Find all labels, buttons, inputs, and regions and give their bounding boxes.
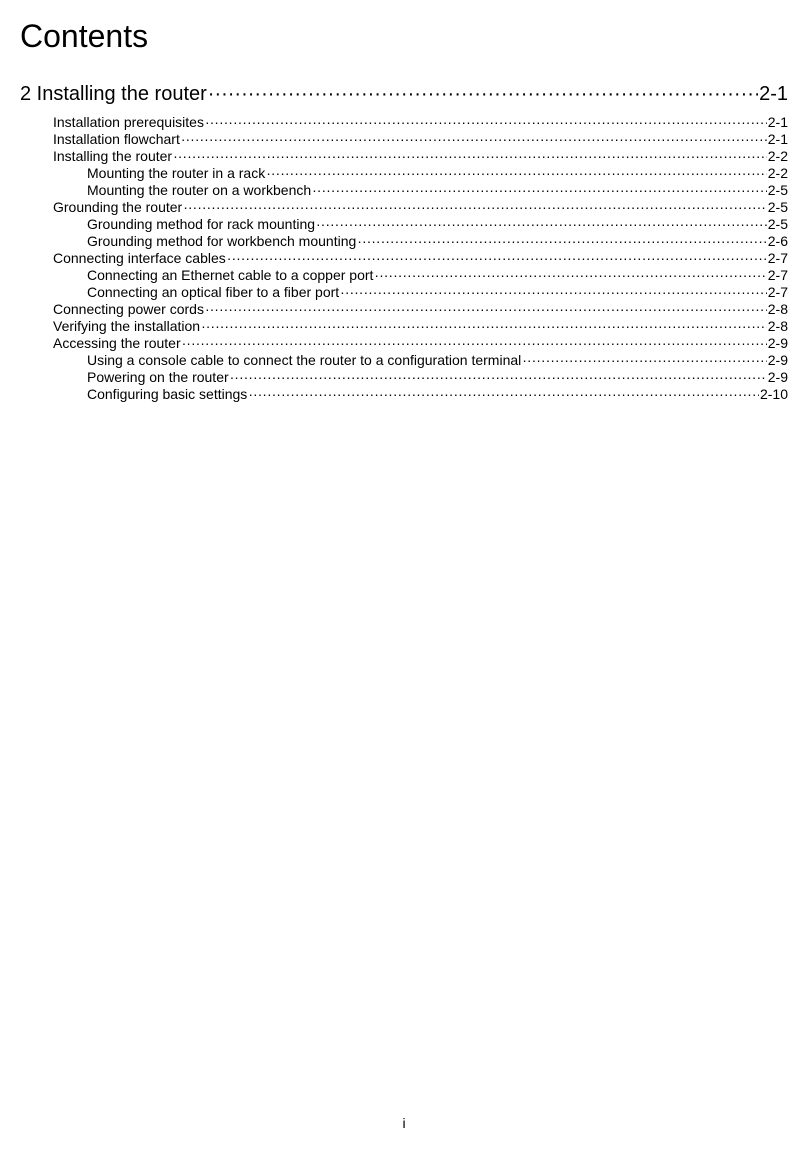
toc-entry-page: 2-7 <box>767 267 788 283</box>
table-of-contents <box>0 80 808 403</box>
toc-entry-page: 2-9 <box>767 369 788 385</box>
toc-entry-page: 2-1 <box>767 114 788 130</box>
toc-entry-page: 2-5 <box>767 199 788 215</box>
toc-dot-leader <box>201 318 767 335</box>
toc-dot-leader <box>182 335 767 352</box>
toc-entry-page: 2-2 <box>767 165 788 181</box>
toc-entry-grounding-the-router[interactable] <box>0 199 808 216</box>
toc-dot-leader <box>374 267 766 284</box>
toc-entry-page: 2-7 <box>767 284 788 300</box>
toc-entry-title: Configuring basic settings <box>87 386 248 402</box>
toc-entry-title: Grounding the router <box>53 199 183 215</box>
toc-entry-accessing-the-router[interactable] <box>0 335 808 352</box>
toc-entry-title: Using a console cable to connect the router to a configuration terminal <box>87 352 522 368</box>
toc-entry-title: Installation flowchart <box>53 131 180 147</box>
toc-entry-powering-on[interactable] <box>0 369 808 386</box>
toc-dot-leader <box>205 114 767 131</box>
toc-entry-title: Powering on the router <box>87 369 229 385</box>
toc-entry-title: Grounding method for workbench mounting <box>87 233 357 249</box>
toc-entry-page: 2-5 <box>767 182 788 198</box>
toc-dot-leader <box>205 301 767 318</box>
toc-dot-leader <box>340 284 767 301</box>
toc-dot-leader <box>248 386 759 403</box>
toc-entry-title: 2 Installing the router <box>20 83 207 105</box>
toc-entry-page: 2-6 <box>767 233 788 249</box>
toc-dot-leader <box>266 165 767 182</box>
toc-entry-page: 2-10 <box>759 386 788 402</box>
toc-entry-title: Installation prerequisites <box>53 114 204 130</box>
toc-dot-leader <box>227 250 767 267</box>
toc-dot-leader <box>230 369 767 386</box>
toc-entry-page: 2-9 <box>767 335 788 351</box>
toc-dot-leader <box>357 233 766 250</box>
toc-entry-basic-settings[interactable] <box>0 386 808 403</box>
toc-dot-leader <box>312 182 767 199</box>
toc-entry-title: Mounting the router in a rack <box>87 165 266 181</box>
toc-entry-grounding-rack[interactable] <box>0 216 808 233</box>
toc-entry-mounting-in-rack[interactable] <box>0 165 808 182</box>
toc-entry-page: 2-8 <box>767 301 788 317</box>
toc-entry-ethernet-copper[interactable] <box>0 267 808 284</box>
toc-entry-optical-fiber[interactable] <box>0 284 808 301</box>
toc-entry-page: 2-2 <box>767 148 788 164</box>
toc-entry-title: Installing the router <box>53 148 173 164</box>
toc-dot-leader <box>522 352 767 369</box>
toc-entry-installing-the-router[interactable] <box>0 148 808 165</box>
toc-entry-mounting-on-workbench[interactable] <box>0 182 808 199</box>
toc-entry-title: Grounding method for rack mounting <box>87 216 316 232</box>
toc-entry-installation-prerequisites[interactable] <box>0 114 808 131</box>
toc-entry-page: 2-9 <box>767 352 788 368</box>
toc-entry-page: 2-5 <box>767 216 788 232</box>
toc-entry-title: Accessing the router <box>53 335 181 351</box>
toc-entry-page: 2-1 <box>759 83 788 105</box>
footer-page-number: i <box>402 1115 406 1131</box>
toc-entry-console-cable[interactable] <box>0 352 808 369</box>
toc-entry-page: 2-1 <box>767 131 788 147</box>
toc-dot-leader <box>316 216 767 233</box>
toc-dot-leader <box>183 199 767 216</box>
toc-chapter-entry[interactable] <box>0 80 808 108</box>
toc-entry-page: 2-7 <box>767 250 788 266</box>
toc-entry-connecting-power-cords[interactable] <box>0 301 808 318</box>
toc-entry-grounding-workbench[interactable] <box>0 233 808 250</box>
toc-entry-title: Mounting the router on a workbench <box>87 182 312 198</box>
toc-dot-leader <box>208 80 758 108</box>
toc-entry-page: 2-8 <box>767 318 788 334</box>
toc-entry-title: Connecting an Ethernet cable to a copper port <box>87 267 374 283</box>
toc-dot-leader <box>173 148 767 165</box>
toc-entry-title: Connecting power cords <box>53 301 204 317</box>
toc-entry-connecting-interface-cables[interactable] <box>0 250 808 267</box>
toc-entry-title: Verifying the installation <box>53 318 201 334</box>
toc-entry-installation-flowchart[interactable] <box>0 131 808 148</box>
toc-entry-title: Connecting an optical fiber to a fiber port <box>87 284 340 300</box>
toc-entry-verifying-installation[interactable] <box>0 318 808 335</box>
toc-dot-leader <box>181 131 767 148</box>
page-title: Contents <box>20 18 149 54</box>
toc-entry-title: Connecting interface cables <box>53 250 226 266</box>
